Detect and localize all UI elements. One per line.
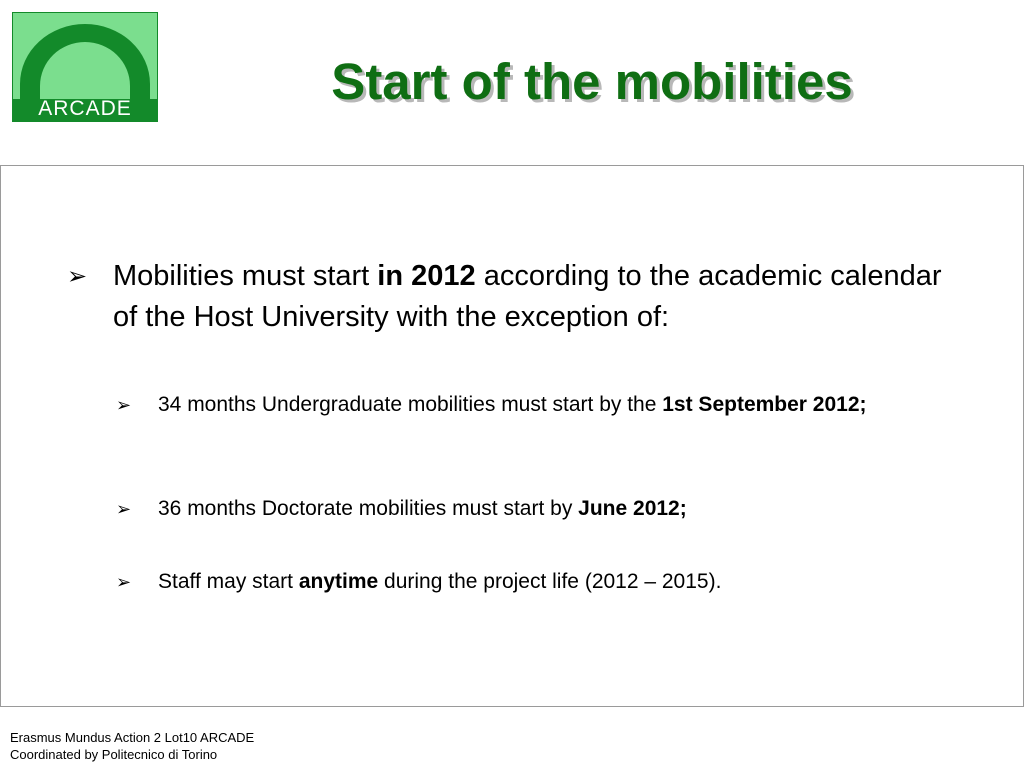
arrow-bullet-icon: ➢ [116,499,132,519]
sub-bullet-text: 36 months Doctorate mobilities must start by June 2012; [158,497,687,520]
sub-bullet-doctorate [116,494,966,524]
arrow-bullet-icon: ➢ [116,572,132,592]
logo-text: ARCADE [38,97,132,120]
footer-line-1: Erasmus Mundus Action 2 Lot10 ARCADE [10,730,255,745]
sub-bullet-text: 34 months Undergraduate mobilities must start by the 1st September 2012; [158,393,867,416]
main-bullet-text: Mobilities must start in 2012 according to the academic calendar of the Host University with the exception of: [113,260,942,333]
slide-title: Start of the mobilities [331,53,853,110]
sub-bullet-text: Staff may start anytime during the project life (2012 – 2015). [158,570,722,593]
main-bullet [67,256,967,338]
content-box [0,165,1024,707]
footer-line-2: Coordinated by Politecnico di Torino [10,747,218,762]
footer [10,729,254,763]
arcade-logo [12,12,158,122]
sub-bullet-staff [116,567,966,597]
sub-bullet-undergraduate [116,390,966,420]
arrow-bullet-icon: ➢ [67,263,88,290]
arrow-bullet-icon: ➢ [116,395,132,415]
